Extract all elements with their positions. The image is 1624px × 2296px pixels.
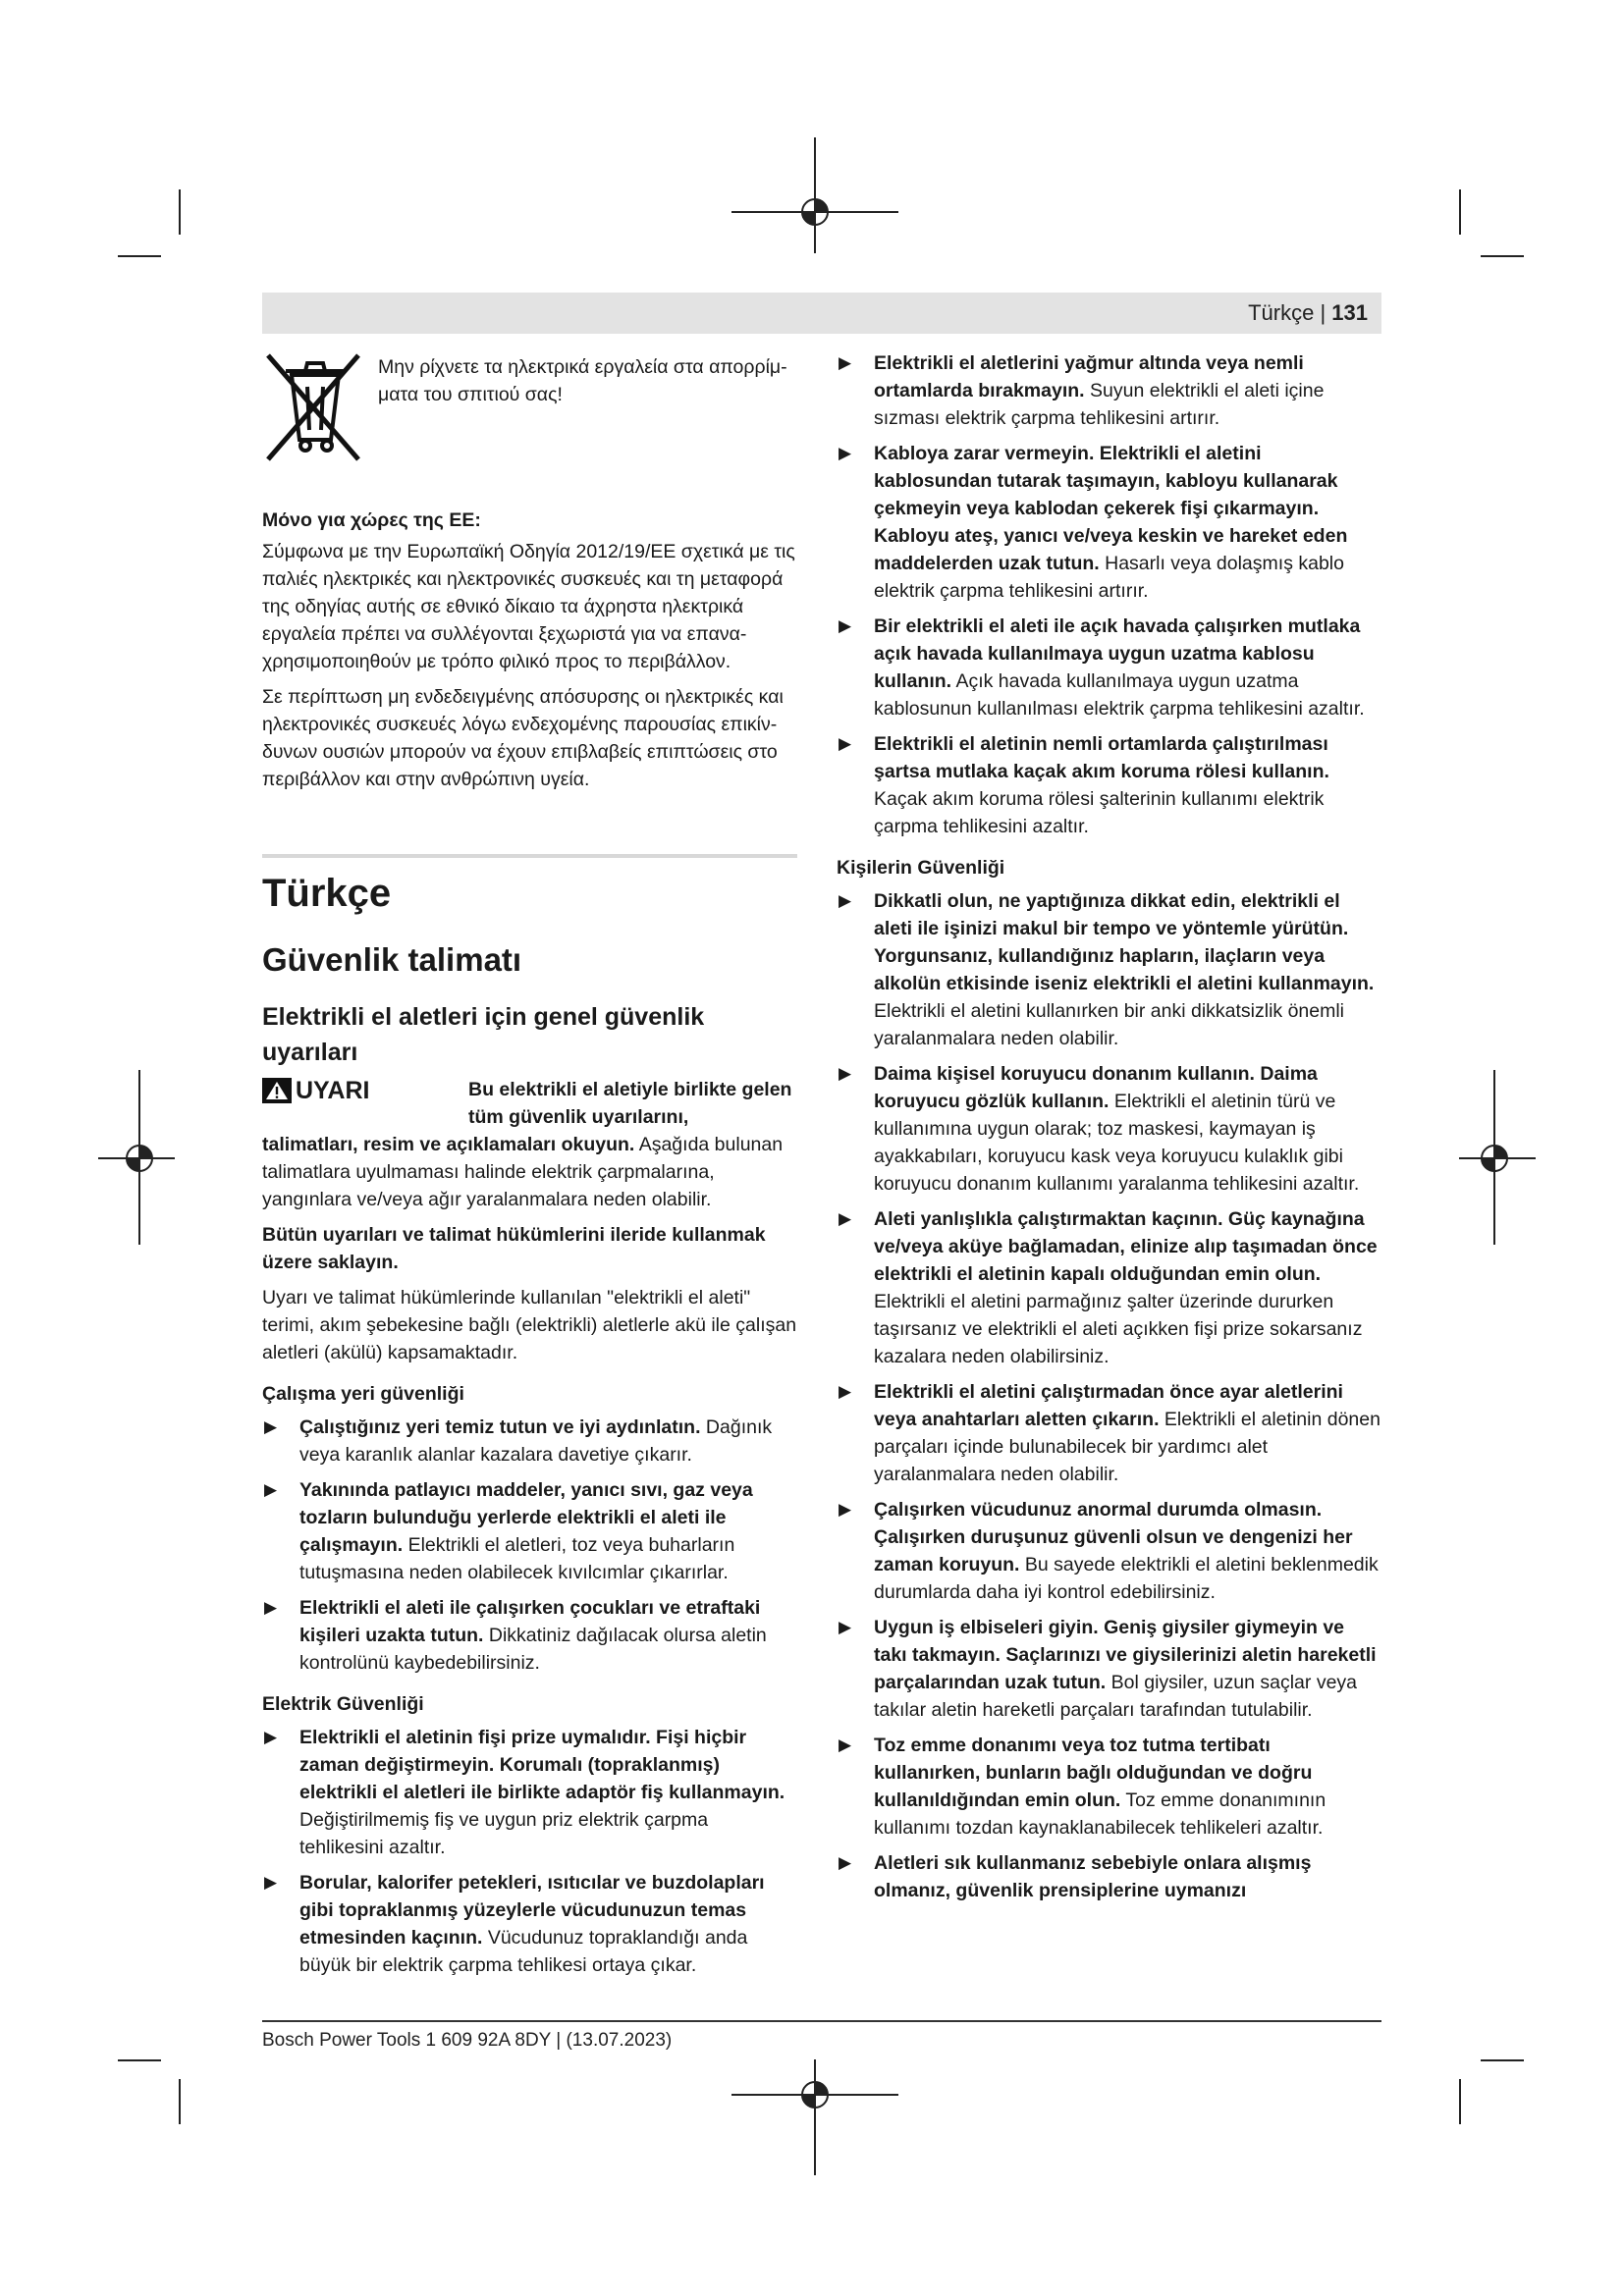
list-item: [837, 887, 1381, 1052]
bullet-arrow-icon: ▶: [264, 1480, 278, 1499]
electrical-safety-list-continued: [837, 349, 1381, 840]
list-item-text: Bu sayede elektrikli el aletini beklenmedik durumlarda daha iyi kontrol edebilirsiniz.: [874, 1554, 1379, 1603]
list-item-text: Toz emme donanımının kullanımı tozdan kaynaklanabilecek tehlikeleri azaltır.: [874, 1789, 1326, 1839]
bullet-arrow-icon: ▶: [839, 353, 852, 372]
list-item: [262, 1594, 797, 1677]
section-divider: [262, 854, 797, 858]
right-column: [837, 349, 1381, 1912]
eu-paragraph-1: Σύμφωνα με την Ευρωπαϊκή Οδηγία 2012/19/ΕΕ σχετικά με τις παλιές ηλεκτρικές και ηλεκτρονικές συσκευές και τη μεταφορά της οδηγίας αυτής σε εθνικό δίκαιο τα άχρηστα ηλεκτρικά εργαλεία πρέπει να συλλέγονται ξεχωριστά για να επαναχρησιμοποιηθούν με τρόπο φιλικό προς το περιβάλλον.: [262, 541, 795, 672]
list-item-text: Elektrikli el aletinin dönen parçaları içinde bulunabilecek bir yardımcı alet yaralanmalara neden olabilir.: [874, 1409, 1380, 1485]
crop-mark: [118, 255, 161, 257]
warning-label-text: UYARI: [296, 1077, 370, 1104]
list-item-text: Suyun elektrikli el aleti içine sızması elektrik çarpma tehlikesini artırır.: [874, 380, 1325, 429]
list-item-text: Hasarlı veya dolaşmış kablo elektrik çarpma tehlikesini artırır.: [874, 553, 1344, 602]
list-item: [837, 1205, 1381, 1370]
list-item-bold: Çalıştığınız yeri temiz tutun ve iyi aydınlatın.: [299, 1416, 701, 1438]
bullet-arrow-icon: ▶: [264, 1417, 278, 1436]
crop-mark: [1459, 189, 1461, 235]
list-item: [837, 613, 1381, 722]
electrical-safety-list: [262, 1724, 797, 1979]
personal-safety-list: [837, 887, 1381, 1904]
list-item-text: Bol giysiler, uzun saçlar veya takılar aletin hareketli parçaları tarafından tutulabilir.: [874, 1672, 1358, 1721]
bullet-arrow-icon: ▶: [839, 734, 852, 753]
warning-continuation-text: Aşağıda bulunan talimatlara uyulmaması halinde elektrik çarpmalarına, yangınlara ve/veya ağır yaralanmalara neden olabilir.: [262, 1134, 784, 1210]
list-item-bold: Kabloya zarar vermeyin. Elektrikli el aletini kablosundan tutarak taşımayın, kabloyu kullanarak çekmeyin veya kablodan çekerek fişi çıkarmayın. Kabloyu ateş, yanıcı ve/veya keskin ve hareket eden maddelerden uzak tutun.: [874, 443, 1348, 574]
term-definition: Uyarı ve talimat hükümlerinde kullanılan "elektrikli el aleti" terimi, akım şebekesine bağlı (elektrikli) aletlerle akü ile çalışan aletleri (akülü) kapsamaktadır.: [262, 1287, 797, 1363]
language-heading: Türkçe: [262, 872, 392, 915]
list-item: [262, 1724, 797, 1861]
bullet-arrow-icon: ▶: [839, 1500, 852, 1519]
list-item-bold: Borular, kalorifer petekleri, ısıtıcılar ve buzdolapları gibi topraklanmış yüzeylerle vücudunuzun temas etmesinden kaçının.: [299, 1872, 765, 1949]
list-item-bold: Daima kişisel koruyucu donanım kullanın. Daima koruyucu gözlük kullanın.: [874, 1063, 1318, 1112]
warning-label: [262, 1076, 468, 1105]
registration-mark-top: [727, 137, 903, 255]
list-item-bold: Elektrikli el aletinin nemli ortamlarda çalıştırılması şartsa mutlaka kaçak akım koruma rölesi kullanın.: [874, 733, 1329, 782]
header-section: Türkçe: [1248, 300, 1315, 325]
left-column: [262, 349, 797, 1987]
bullet-arrow-icon: ▶: [839, 1064, 852, 1083]
bullet-arrow-icon: ▶: [264, 1873, 278, 1892]
page-footer: Bosch Power Tools 1 609 92A 8DY | (13.07.2023): [262, 2030, 673, 2051]
bullet-arrow-icon: ▶: [839, 1209, 852, 1228]
registration-mark-bottom: [727, 2059, 903, 2177]
bullet-arrow-icon: ▶: [839, 1853, 852, 1872]
list-item: [262, 1869, 797, 1979]
list-item: [837, 349, 1381, 432]
bullet-arrow-icon: ▶: [839, 1382, 852, 1401]
list-item-text: Açık havada kullanılmaya uygun uzatma kablosunun kullanılması elektrik çarpma tehlikesini azaltır.: [874, 670, 1365, 720]
eu-paragraph-2: Σε περίπτωση μη ενδεδειγμένης απόσυρσης οι ηλεκτρικές και ηλεκτρονικές συσκευές λόγω ενδεχομένης παρουσίας επικίνδυνων ουσιών μπορούν να έχουν επιβλαβείς επιπτώσεις στο περιβάλλον και στην ανθρώπινη υγεία.: [262, 686, 784, 790]
warning-block: [262, 1076, 797, 1131]
crop-mark: [1481, 255, 1524, 257]
list-item-text: Dağınık veya karanlık alanlar kazalara davetiye çıkarır.: [299, 1416, 773, 1466]
bullet-arrow-icon: ▶: [264, 1728, 278, 1746]
list-item: [837, 1849, 1381, 1904]
list-item-bold: Elektrikli el aletini çalıştırmadan önce ayar aletlerini veya anahtarları aletten çıkarın.: [874, 1381, 1343, 1430]
list-item-bold: Elektrikli el aletinin fişi prize uymalıdır. Fişi hiçbir zaman değiştirmeyin. Korumalı (topraklanmış) elektrikli el aletleri ile birlikte adaptör fiş kullanmayın.: [299, 1727, 785, 1803]
list-item-text: Vücudunuz topraklandığı anda büyük bir elektrik çarpma tehlikesi ortaya çıkar.: [299, 1927, 748, 1976]
bullet-arrow-icon: ▶: [839, 1735, 852, 1754]
weee-notice: [262, 349, 797, 465]
warning-triangle-icon: [262, 1078, 292, 1103]
list-item-text: Kaçak akım koruma rölesi şalterinin kullanımı elektrik çarpma tehlikesini azaltır.: [874, 788, 1325, 837]
registration-mark-right: [1457, 1070, 1536, 1247]
general-warnings-heading: Elektrikli el aletleri için genel güvenlik uyarıları: [262, 1003, 705, 1066]
list-item-bold: Çalışırken vücudunuz anormal durumda olmasın. Çalışırken duruşunuz güvenli olsun ve dengenizi her zaman koruyun.: [874, 1499, 1353, 1575]
electrical-safety-title: Elektrik Güvenliği: [262, 1693, 424, 1715]
warning-first-lines: Bu elektrikli el aletiyle birlikte gelen tüm güvenlik uyarılarını,: [468, 1079, 792, 1128]
list-item-bold: Aletleri sık kullanmanız sebebiyle onlara alışmış olmanız, güvenlik prensiplerine uymanızı: [874, 1852, 1312, 1901]
list-item: [837, 440, 1381, 605]
list-item: [837, 1496, 1381, 1606]
warning-continuation-bold: talimatları, resim ve açıklamaları okuyun.: [262, 1134, 635, 1155]
list-item-bold: Elektrikli el aletlerini yağmur altında veya nemli ortamlarda bırakmayın.: [874, 352, 1304, 401]
list-item-bold: Aleti yanlışlıkla çalıştırmaktan kaçının. Güç kaynağına ve/veya aküye bağlamadan, elinize alıp taşımadan önce elektrikli el aletinin kapalı olduğundan emin olun.: [874, 1208, 1378, 1285]
crop-mark: [1459, 2079, 1461, 2124]
list-item-bold: Toz emme donanımı veya toz tutma tertibatı kullanırken, bunların bağlı olduğundan ve doğru kullanıldığından emin olun.: [874, 1735, 1313, 1811]
header-text: [1248, 300, 1368, 326]
list-item-text: Elektrikli el aletini parmağınız şalter üzerinde dururken taşırsanız ve elektrikli el aleti açıkken fişi prize sokarsanız kazalara neden olabilirsiniz.: [874, 1291, 1363, 1367]
crop-mark: [179, 189, 181, 235]
crop-mark: [179, 2079, 181, 2124]
header-separator: |: [1314, 300, 1332, 325]
eu-countries-title: Μόνο για χώρες της ΕΕ:: [262, 509, 481, 531]
bullet-arrow-icon: ▶: [839, 616, 852, 635]
bullet-arrow-icon: ▶: [264, 1598, 278, 1617]
list-item-text: Elektrikli el aletleri, toz veya buharların tutuşmasına neden olabilecek kıvılcımlar çıkarırlar.: [299, 1534, 735, 1583]
list-item-bold: Dikkatli olun, ne yaptığınıza dikkat edin, elektrikli el aleti ile işinizi makul bir tempo ve yöntemle yürütün. Yorgunsanız, kullandığınız hapların, ilaçların veya alkolün etkisinde iseniz elektrikli el aletini kullanmayın.: [874, 890, 1375, 994]
list-item: [262, 1414, 797, 1468]
list-item: [837, 1614, 1381, 1724]
list-item-bold: Elektrikli el aleti ile çalışırken çocukları ve etraftaki kişileri uzakta tutun.: [299, 1597, 761, 1646]
weee-text: Μην ρίχνετε τα ηλεκτρικά εργαλεία στα απορρίμματα του σπιτιού σας!: [378, 356, 787, 405]
list-item-bold: Uygun iş elbiseleri giyin. Geniş giysiler giymeyin ve takı takmayın. Saçlarınızı ve giysilerinizi aletin hareketli parçalarından uzak tutun.: [874, 1617, 1377, 1693]
registration-mark-left: [98, 1070, 177, 1247]
bullet-arrow-icon: ▶: [839, 891, 852, 910]
list-item: [837, 1732, 1381, 1842]
safety-heading: Güvenlik talimatı: [262, 941, 522, 978]
list-item-bold: Yakınında patlayıcı maddeler, yanıcı sıvı, gaz veya tozların bulunduğu yerlerde elektrikli el aleti ile çalışmayın.: [299, 1479, 753, 1556]
page-header: [262, 293, 1381, 334]
crossed-bin-icon: [262, 349, 364, 465]
bullet-arrow-icon: ▶: [839, 444, 852, 462]
list-item-bold: Bir elektrikli el aleti ile açık havada çalışırken mutlaka açık havada kullanılmaya uygun uzatma kablosu kullanın.: [874, 615, 1361, 692]
workplace-safety-list: [262, 1414, 797, 1677]
crop-mark: [1481, 2059, 1524, 2061]
workplace-safety-title: Çalışma yeri güvenliği: [262, 1383, 464, 1405]
personal-safety-title: Kişilerin Güvenliği: [837, 857, 1005, 879]
list-item-text: Değiştirilmemiş fiş ve uygun priz elektrik çarpma tehlikesini azaltır.: [299, 1809, 709, 1858]
list-item-text: Elektrikli el aletini kullanırken bir anki dikkatsizlik önemli yaralanmalara neden olabilir.: [874, 1000, 1345, 1049]
list-item: [262, 1476, 797, 1586]
list-item-text: Elektrikli el aletinin türü ve kullanımına uygun olarak; toz maskesi, kaymayan iş ayakkabıları, koruyucu kask veya koruyucu kulaklık gibi koruyucu donanım kullanımı yaralanma tehlikesini azaltır.: [874, 1091, 1360, 1195]
bullet-arrow-icon: ▶: [839, 1618, 852, 1636]
keep-instructions: Bütün uyarıları ve talimat hükümlerini ileride kullanmak üzere saklayın.: [262, 1224, 766, 1273]
page-number: 131: [1331, 300, 1368, 325]
list-item: [837, 730, 1381, 840]
list-item: [837, 1378, 1381, 1488]
footer-rule: [262, 2020, 1381, 2022]
list-item: [837, 1060, 1381, 1198]
warning-continuation: [262, 1131, 797, 1213]
crop-mark: [118, 2059, 161, 2061]
list-item-text: Dikkatiniz dağılacak olursa aletin kontrolünü kaybedebilirsiniz.: [299, 1625, 767, 1674]
